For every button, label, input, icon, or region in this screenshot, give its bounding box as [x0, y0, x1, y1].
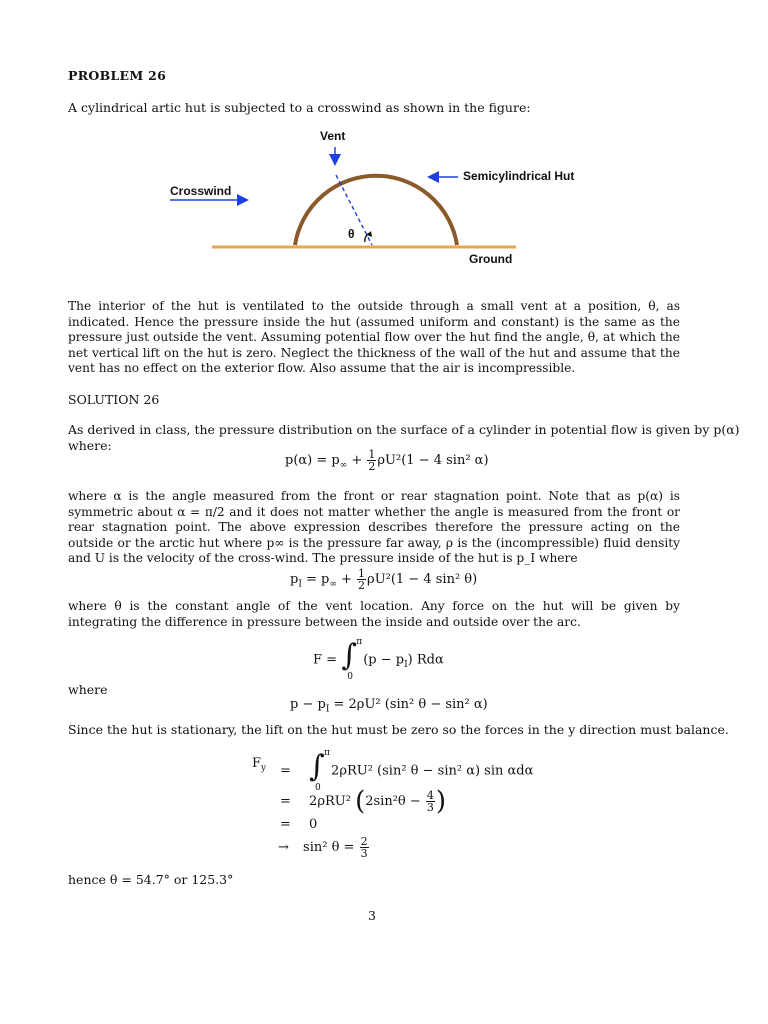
hut-label: Semicylindrical Hut	[463, 169, 575, 183]
equation-2: $p_I = p_\infty$ + $\frac{1}{2}$ ρU²(1 − 4 sin² θ)	[290, 567, 478, 592]
problem-text: The interior of the hut is ventilated to the outside through a small vent at a position, θ, as indicated. Hence the pressure inside the hut (assumed uniform and constant) is the same as the pressure just outside the vent. Assuming potential flow over the hut find the angle, θ, at which the net vertical lift on the hut is zero. Neglect the thickness of the wall of the hut and assume that the vent has no effect on the exterior flow. Also assume that the air is incompressible.	[68, 299, 680, 376]
fy-row-2: = 2ρRU² (2sin²θ − $\frac{4}{3}$ )	[280, 786, 447, 817]
problem-heading: PROBLEM 26	[68, 68, 167, 83]
para-2: where α is the angle measured from the front or rear stagnation point. Note that as p(α) is symmetric about α = π/2 and it does not matter whether the angle is measured from the front or rear stagnation point. The above expression describes therefore the pressure acting on the outside or the arctic hut where p∞ is the pressure far away, ρ is the (incompressible) fluid density and U is the velocity of the cross-wind. The pressure inside of the hut is p_I where	[68, 489, 680, 566]
crosswind-label: Crosswind	[170, 184, 232, 198]
angle-label: θ	[348, 227, 355, 241]
fy-row-4: → sin² θ = $\frac{2}{3}$	[278, 835, 368, 860]
solution-heading: SOLUTION 26	[68, 392, 160, 407]
hut-arc	[295, 176, 457, 245]
solution-intro: As derived in class, the pressure distribution on the surface of a cylinder in potential flow is given by p(α) where:	[68, 422, 740, 453]
para-3: where θ is the constant angle of the vent location. Any force on the hut will be given by integrating the difference in pressure between the inside and outside over the arc.	[68, 599, 680, 629]
fy-row-1: = ∫ π 0 2ρRU² (sin² θ − sin² α) sin αdα	[280, 748, 534, 793]
equation-1: $p(\alpha) = p_\infty$ + $\frac{1}{2}$ ρU²(1 − 4 sin² α)	[285, 448, 489, 473]
equation-4: $p - p_I = 2\rho U^2$ (sin² θ − sin² α)	[290, 697, 488, 715]
conclusion: hence θ = 54.7° or 125.3°	[68, 872, 234, 887]
ground-label: Ground	[469, 252, 513, 266]
para-4: Since the hut is stationary, the lift on the hut must be zero so the forces in the y direction must balance.	[68, 722, 729, 737]
where-label: where	[68, 682, 108, 697]
problem-intro: A cylindrical artic hut is subjected to a crosswind as shown in the figure:	[68, 100, 531, 115]
equation-3: F = ∫ π 0 $(p - p_I)$ Rdα	[313, 637, 444, 682]
vent-label: Vent	[320, 129, 346, 143]
fy-lhs: $F_y$	[252, 756, 267, 774]
page-number: 3	[368, 908, 376, 923]
fy-row-3: = 0	[280, 817, 318, 832]
